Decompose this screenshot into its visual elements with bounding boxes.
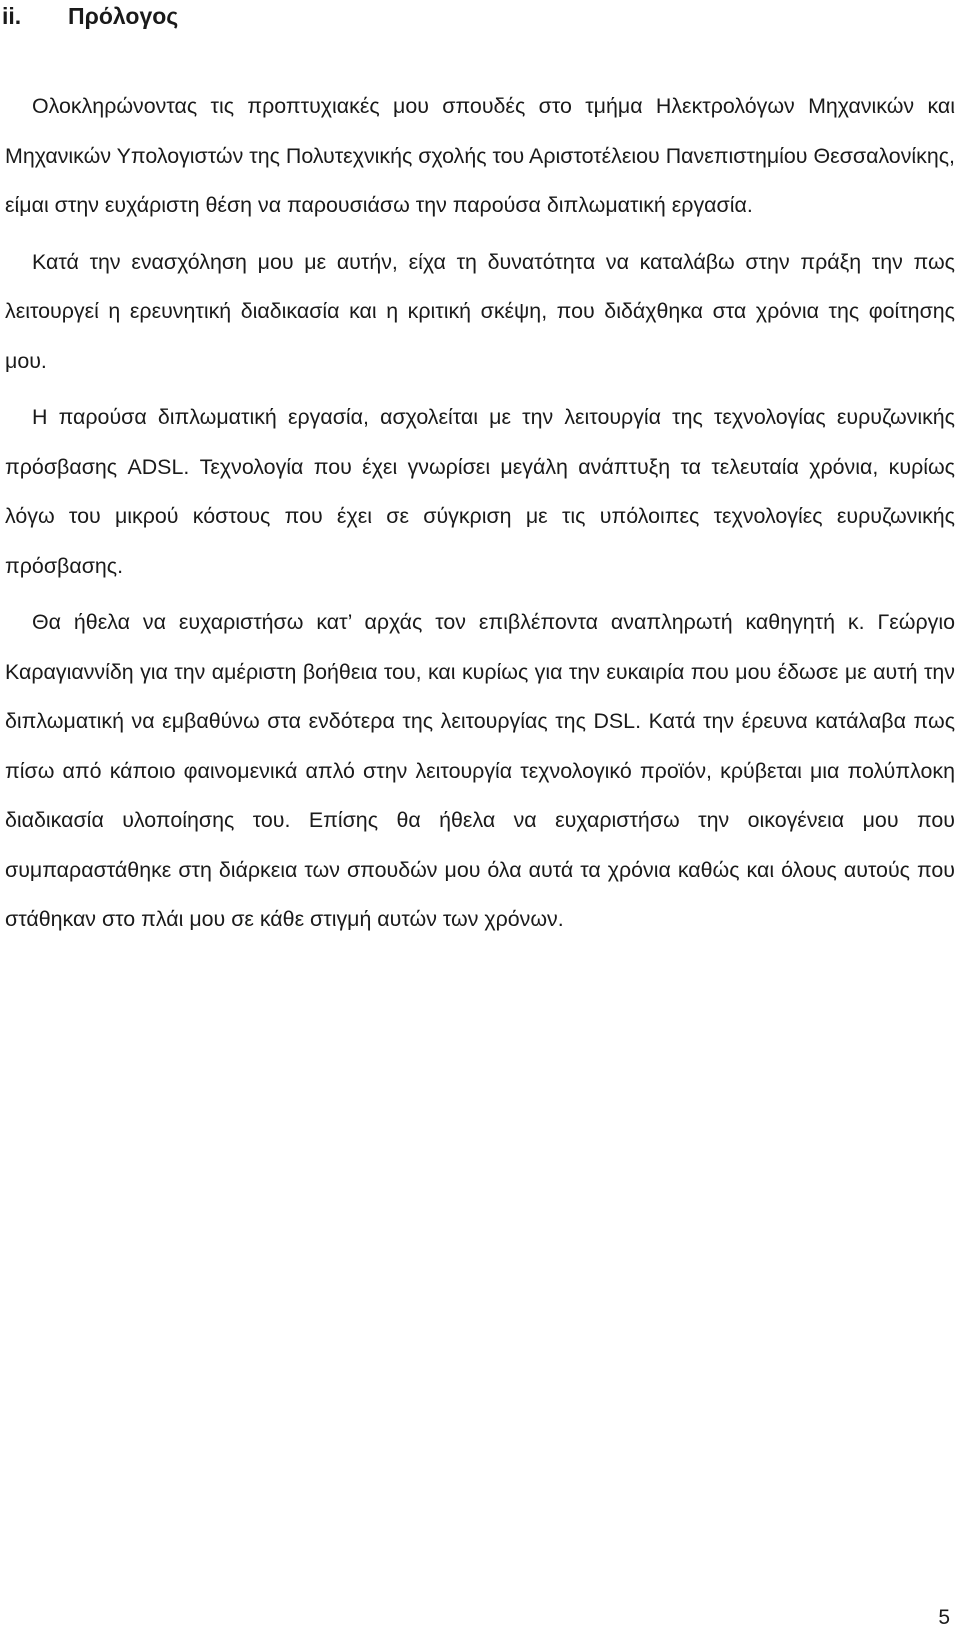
- section-number: ii.: [2, 2, 22, 29]
- paragraph-research: Κατά την ενασχόληση μου με αυτήν, είχα τη δυνατότητα να καταλάβω στην πράξη την πως λειτουργεί η ερευνητική διαδικασία και η κριτική σκέψη, που διδάχθηκα στα χρόνια της φοίτησης μου.: [5, 249, 955, 373]
- paragraph-topic: Η παρούσα διπλωματική εργασία, ασχολείται με την λειτουργία της τεχνολογίας ευρυζωνικής πρόσβασης ADSL. Τεχνολογία που έχει γνωρίσει μεγάλη ανάπτυξη τα τελευταία χρόνια, κυρίως λόγω του μικρού κόστους που έχει σε σύγκριση με τις υπόλοιπες τεχνολογίες ευρυζωνικής πρόσβασης.: [5, 405, 955, 578]
- section-heading: [0, 0, 178, 32]
- body-text: [5, 82, 955, 952]
- section-title: Πρόλογος: [68, 2, 179, 29]
- page-number: 5: [938, 1606, 950, 1629]
- paragraph-acknowledgements: Θα ήθελα να ευχαριστήσω κατ’ αρχάς τον επιβλέποντα αναπληρωτή καθηγητή κ. Γεώργιο Καραγιαννίδη για την αμέριστη βοήθεια του, και κυρίως για την ευκαιρία που μου έδωσε με αυτή την διπλωματική να εμβαθύνω στα ενδότερα της λειτουργίας της DSL. Κατά την έρευνα κατάλαβα πως πίσω από κάποιο φαινομενικά απλό στην λειτουργία τεχνολογικό προϊόν, κρύβεται μια πολύπλοκη διαδικασία υλοποίησης του. Επίσης θα ήθελα να ευχαριστήσω την οικογένεια μου που συμπαραστάθηκε στη διάρκεια των σπουδών μου όλα αυτά τα χρόνια καθώς και όλους αυτούς που στάθηκαν στο πλάι μου σε κάθε στιγμή αυτών των χρόνων.: [5, 610, 955, 931]
- paragraph-intro: Ολοκληρώνοντας τις προπτυχιακές μου σπουδές στο τμήμα Ηλεκτρολόγων Μηχανικών και Μηχανικών Υπολογιστών της Πολυτεχνικής σχολής του Αριστοτέλειου Πανεπιστημίου Θεσσαλονίκης, είμαι στην ευχάριστη θέση να παρουσιάσω την παρούσα διπλωματική εργασία.: [5, 94, 955, 217]
